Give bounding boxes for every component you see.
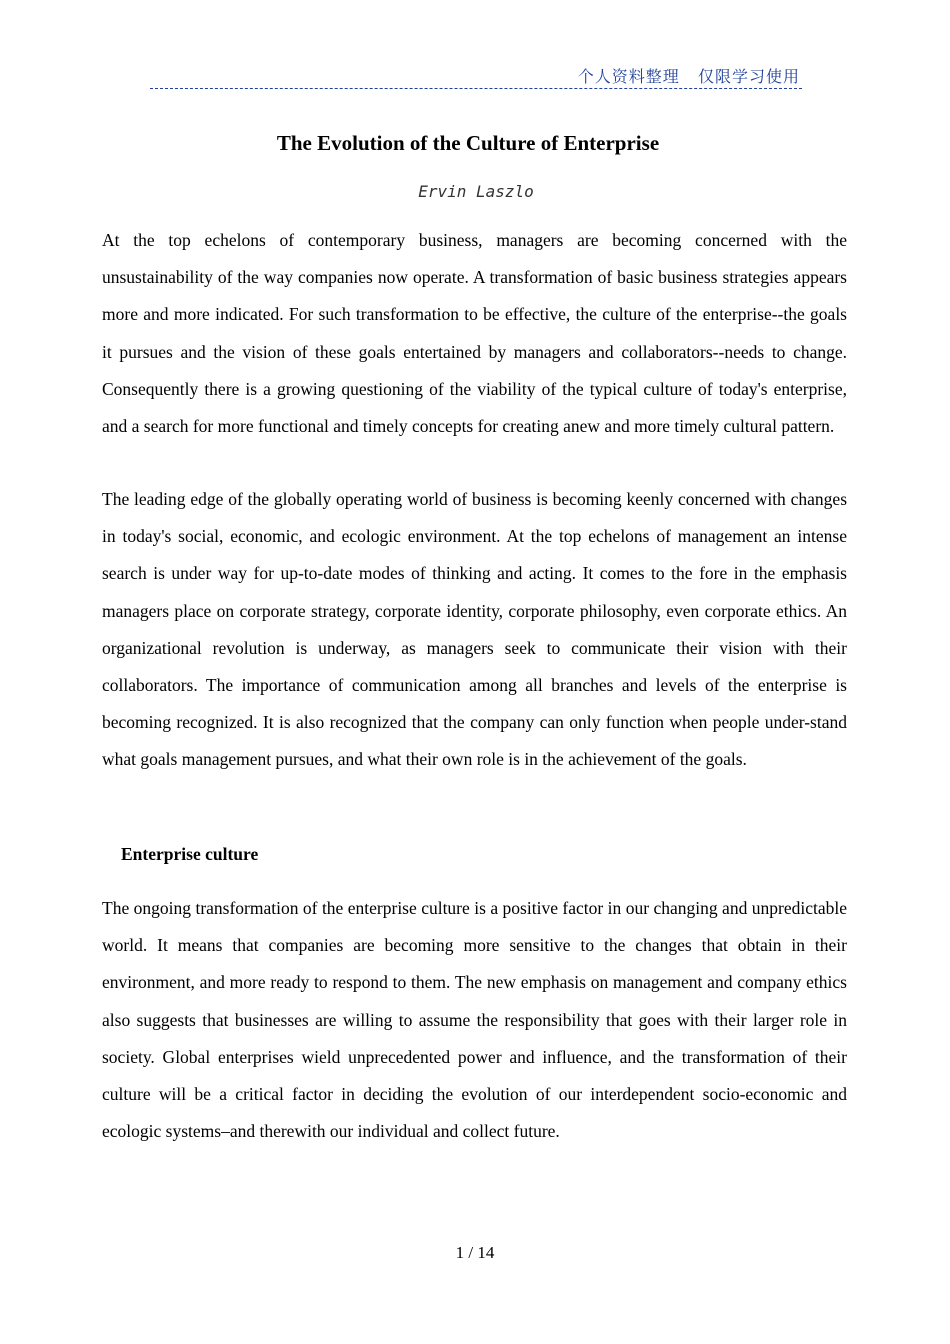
paragraph: At the top echelons of contemporary business, managers are becoming concerned with the unsustainability of the way companies now operate. A transformation of basic business strategies appears more and more indicated. For such transformation to be effective, the culture of the enterprise--the goals it pursues and the vision of these goals entertained by managers and collaborators--needs to change. Consequently there is a growing questioning of the viability of the typical culture of today's enterprise, and a search for more functional and timely concepts for creating anew and more timely cultural pattern. <box>102 230 847 437</box>
paragraph: The leading edge of the globally operating world of business is becoming keenly concerned with changes in today's social, economic, and ecologic environment. At the top echelons of management an intense search is under way for up-to-date modes of thinking and acting. It comes to the fore in the emphasis managers place on corporate strategy, corporate identity, corporate philosophy, even corporate ethics. An organizational revolution is underway, as managers seek to communicate their vision with their collaborators. The importance of communication among all branches and levels of the enterprise is becoming recognized. It is also recognized that the company can only function when people under-stand what goals management pursues, and what their own role is in the achievement of the goals. <box>102 489 847 770</box>
document-title: The Evolution of the Culture of Enterprise <box>276 131 660 155</box>
document-author: Ervin Laszlo <box>418 182 534 201</box>
header-note <box>150 64 802 89</box>
header-note-text: 个人资料整理 仅限学习使用 <box>577 67 800 86</box>
page-number: 1 / 14 <box>455 1243 495 1262</box>
section-heading: Enterprise culture <box>121 844 259 864</box>
paragraph: The ongoing transformation of the enterprise culture is a positive factor in our changing and unpredictable world. It means that companies are becoming more sensitive to the changes that obtain in their environment, and more ready to respond to them. The new emphasis on management and company ethics also suggests that businesses are willing to assume the responsibility that goes with their larger role in society. Global enterprises wield unprecedented power and influence, and the transformation of their culture will be a critical factor in deciding the evolution of our interdependent socio-economic and ecologic systems–and therewith our individual and collect future. <box>102 898 847 1142</box>
